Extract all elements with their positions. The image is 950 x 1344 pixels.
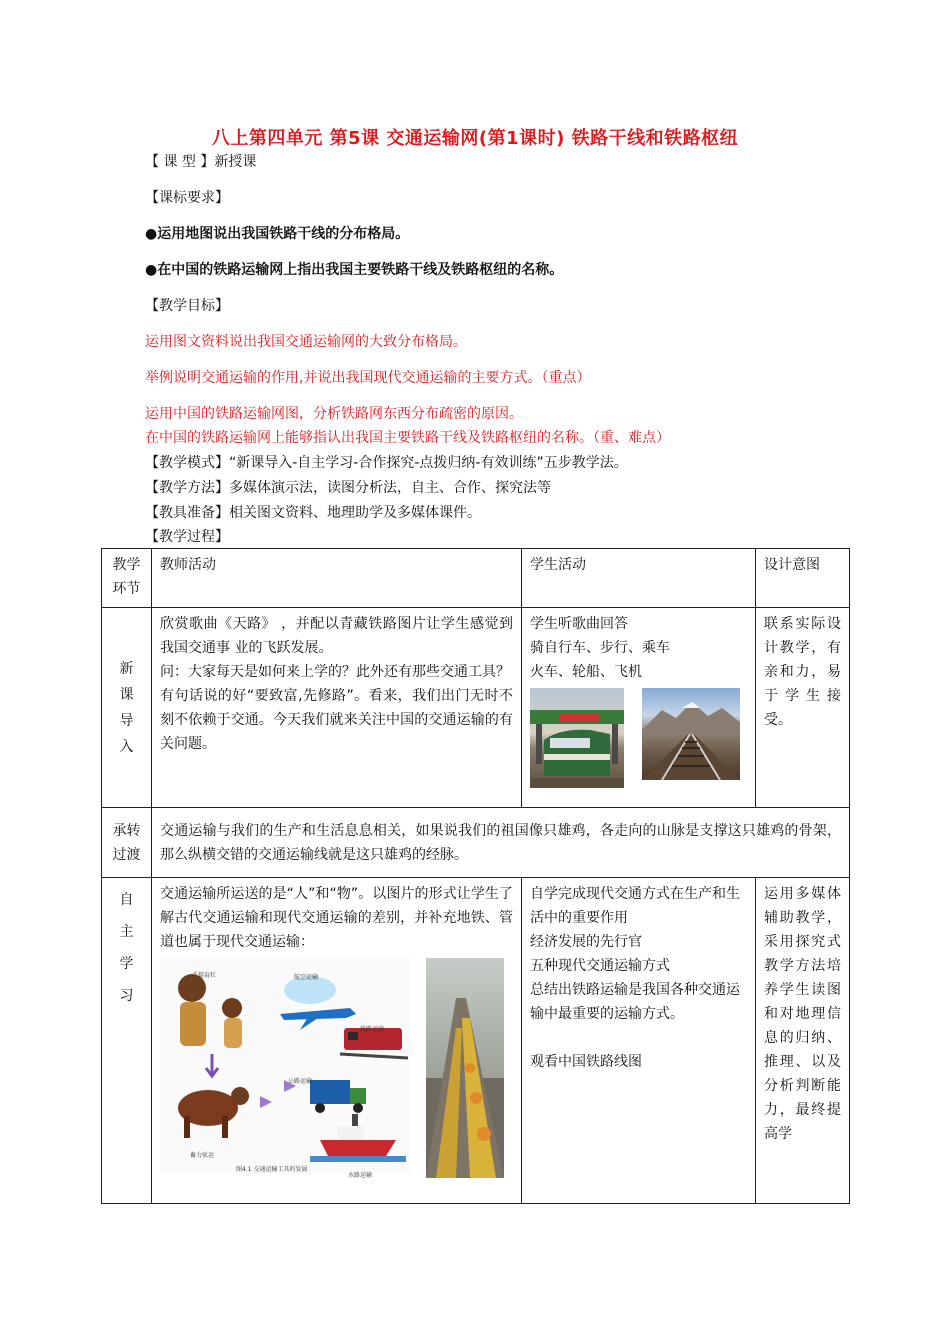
stage-self-study: 自 主 学 习 — [102, 878, 152, 1204]
document-title: 八上第四单元 第5课 交通运输网(第1课时) 铁路干线和铁路枢纽 — [211, 128, 739, 149]
figure-label: 手提肩扛 — [192, 972, 217, 979]
stage-intro: 新课导入 — [102, 608, 152, 808]
objective-item: 运用图文资料说出我国交通运输网的大致分布格局。 — [145, 334, 467, 350]
teaching-tools: 【教具准备】相关图文资料、地理助学及多媒体课件。 — [145, 505, 481, 521]
objective-item: 在中国的铁路运输网上能够指认出我国主要铁路干线及铁路枢纽的名称。（重、难点） — [145, 430, 670, 446]
lesson-type: 【 课 型 】新授课 — [145, 154, 257, 170]
teacher-activity-intro: 欣赏歌曲《天路》 ，并配以青藏铁路图片让学生感觉到我国交通事 业的飞跃发展。 问：大家每天是如何来上学的？此外还有那些交通工具？ 有句话说的好“要致富,先修路”。看来，我们出门无时不刻不依赖于交通。今天我们就来关注中国的交通运输的有关问题。 — [152, 608, 522, 808]
figure-label: 航空运输 — [294, 974, 319, 981]
table-row — [102, 808, 850, 878]
objective-item: 运用中国的铁路运输网图，分析铁路网东西分布疏密的原因。 — [145, 406, 523, 422]
objectives-heading: 【教学目标】 — [145, 298, 229, 314]
standards-heading: 【课标要求】 — [145, 190, 229, 206]
transition-text: 交通运输与我们的生产和生活息息相关，如果说我们的祖国像只雄鸡，各走向的山脉是支撑这只雄鸡的骨架，那么纵横交错的交通运输线就是这只雄鸡的经脉。 — [152, 808, 850, 878]
objective-item: 举例说明交通运输的作用,并说出我国现代交通运输的主要方式。（重点） — [145, 370, 591, 386]
header-student: 学生活动 — [522, 549, 756, 608]
figure-label: 铁路运输 — [360, 1026, 385, 1033]
student-activity-self-study: 自学完成现代交通方式在生产和生活中的重要作用 经济发展的先行官 五种现代交通运输方式 总结出铁路运输是我国各种交通运输中最重要的运输方式。 观看中国铁路线图 — [522, 878, 756, 1204]
design-intent-self-study: 运用多媒体辅助教学，采用探究式教学方法培养学生读图和对地理信息的归纳、推理、以及分析判断能力，最终提高学 — [756, 878, 850, 1204]
header-teacher: 教师活动 — [152, 549, 522, 608]
pipeline-photo — [426, 958, 504, 1178]
standard-item: ●在中国的铁路运输网上指出我国主要铁路干线及铁路枢纽的名称。 — [145, 262, 564, 278]
lesson-table — [101, 548, 850, 1204]
design-intent-intro: 联系实际设计教学，有亲和力，易于学生接受。 — [756, 608, 850, 808]
header-intent: 设计意图 — [756, 549, 850, 608]
qinghai-tibet-train-photo — [530, 688, 624, 788]
standard-item: ●运用地图说出我国铁路干线的分布格局。 — [145, 226, 410, 242]
figure-label: 畜力驮运 — [190, 1152, 215, 1159]
process-heading: 【教学过程】 — [145, 529, 229, 545]
railway-track-photo — [642, 688, 740, 780]
teaching-mode: 【教学模式】“新课导入-自主学习-合作探究-点拨归纳-有效训练”五步教学法。 — [145, 455, 628, 471]
teaching-methods: 【教学方法】多媒体演示法，读图分析法，自主、合作、探究法等 — [145, 480, 551, 496]
table-row — [102, 608, 850, 808]
student-activity-intro: 学生听歌曲回答 骑自行车、步行、乘车 火车、轮船、飞机 — [522, 608, 756, 808]
stage-transition: 承转过渡 — [102, 808, 152, 878]
header-stage: 教学环节 — [102, 549, 152, 608]
teacher-activity-self-study: 交通运输所运送的是“人”和“物”。以图片的形式让学生了解古代交通运输和现代交通运输的差别，并补充地铁、管道也属于现代交通运输： 手提肩扛 航空运输 铁路运输 公路运输 畜力驮运 水路运输 图4.1 交通运输工具的发展 — [152, 878, 522, 1204]
figure-caption: 图4.1 交通运输工具的发展 — [236, 1166, 308, 1173]
table-row — [102, 878, 850, 1204]
transport-development-figure — [160, 958, 410, 1179]
figure-label: 公路运输 — [288, 1078, 313, 1085]
figure-label: 水路运输 — [348, 1172, 373, 1179]
table-header-row — [102, 549, 850, 608]
